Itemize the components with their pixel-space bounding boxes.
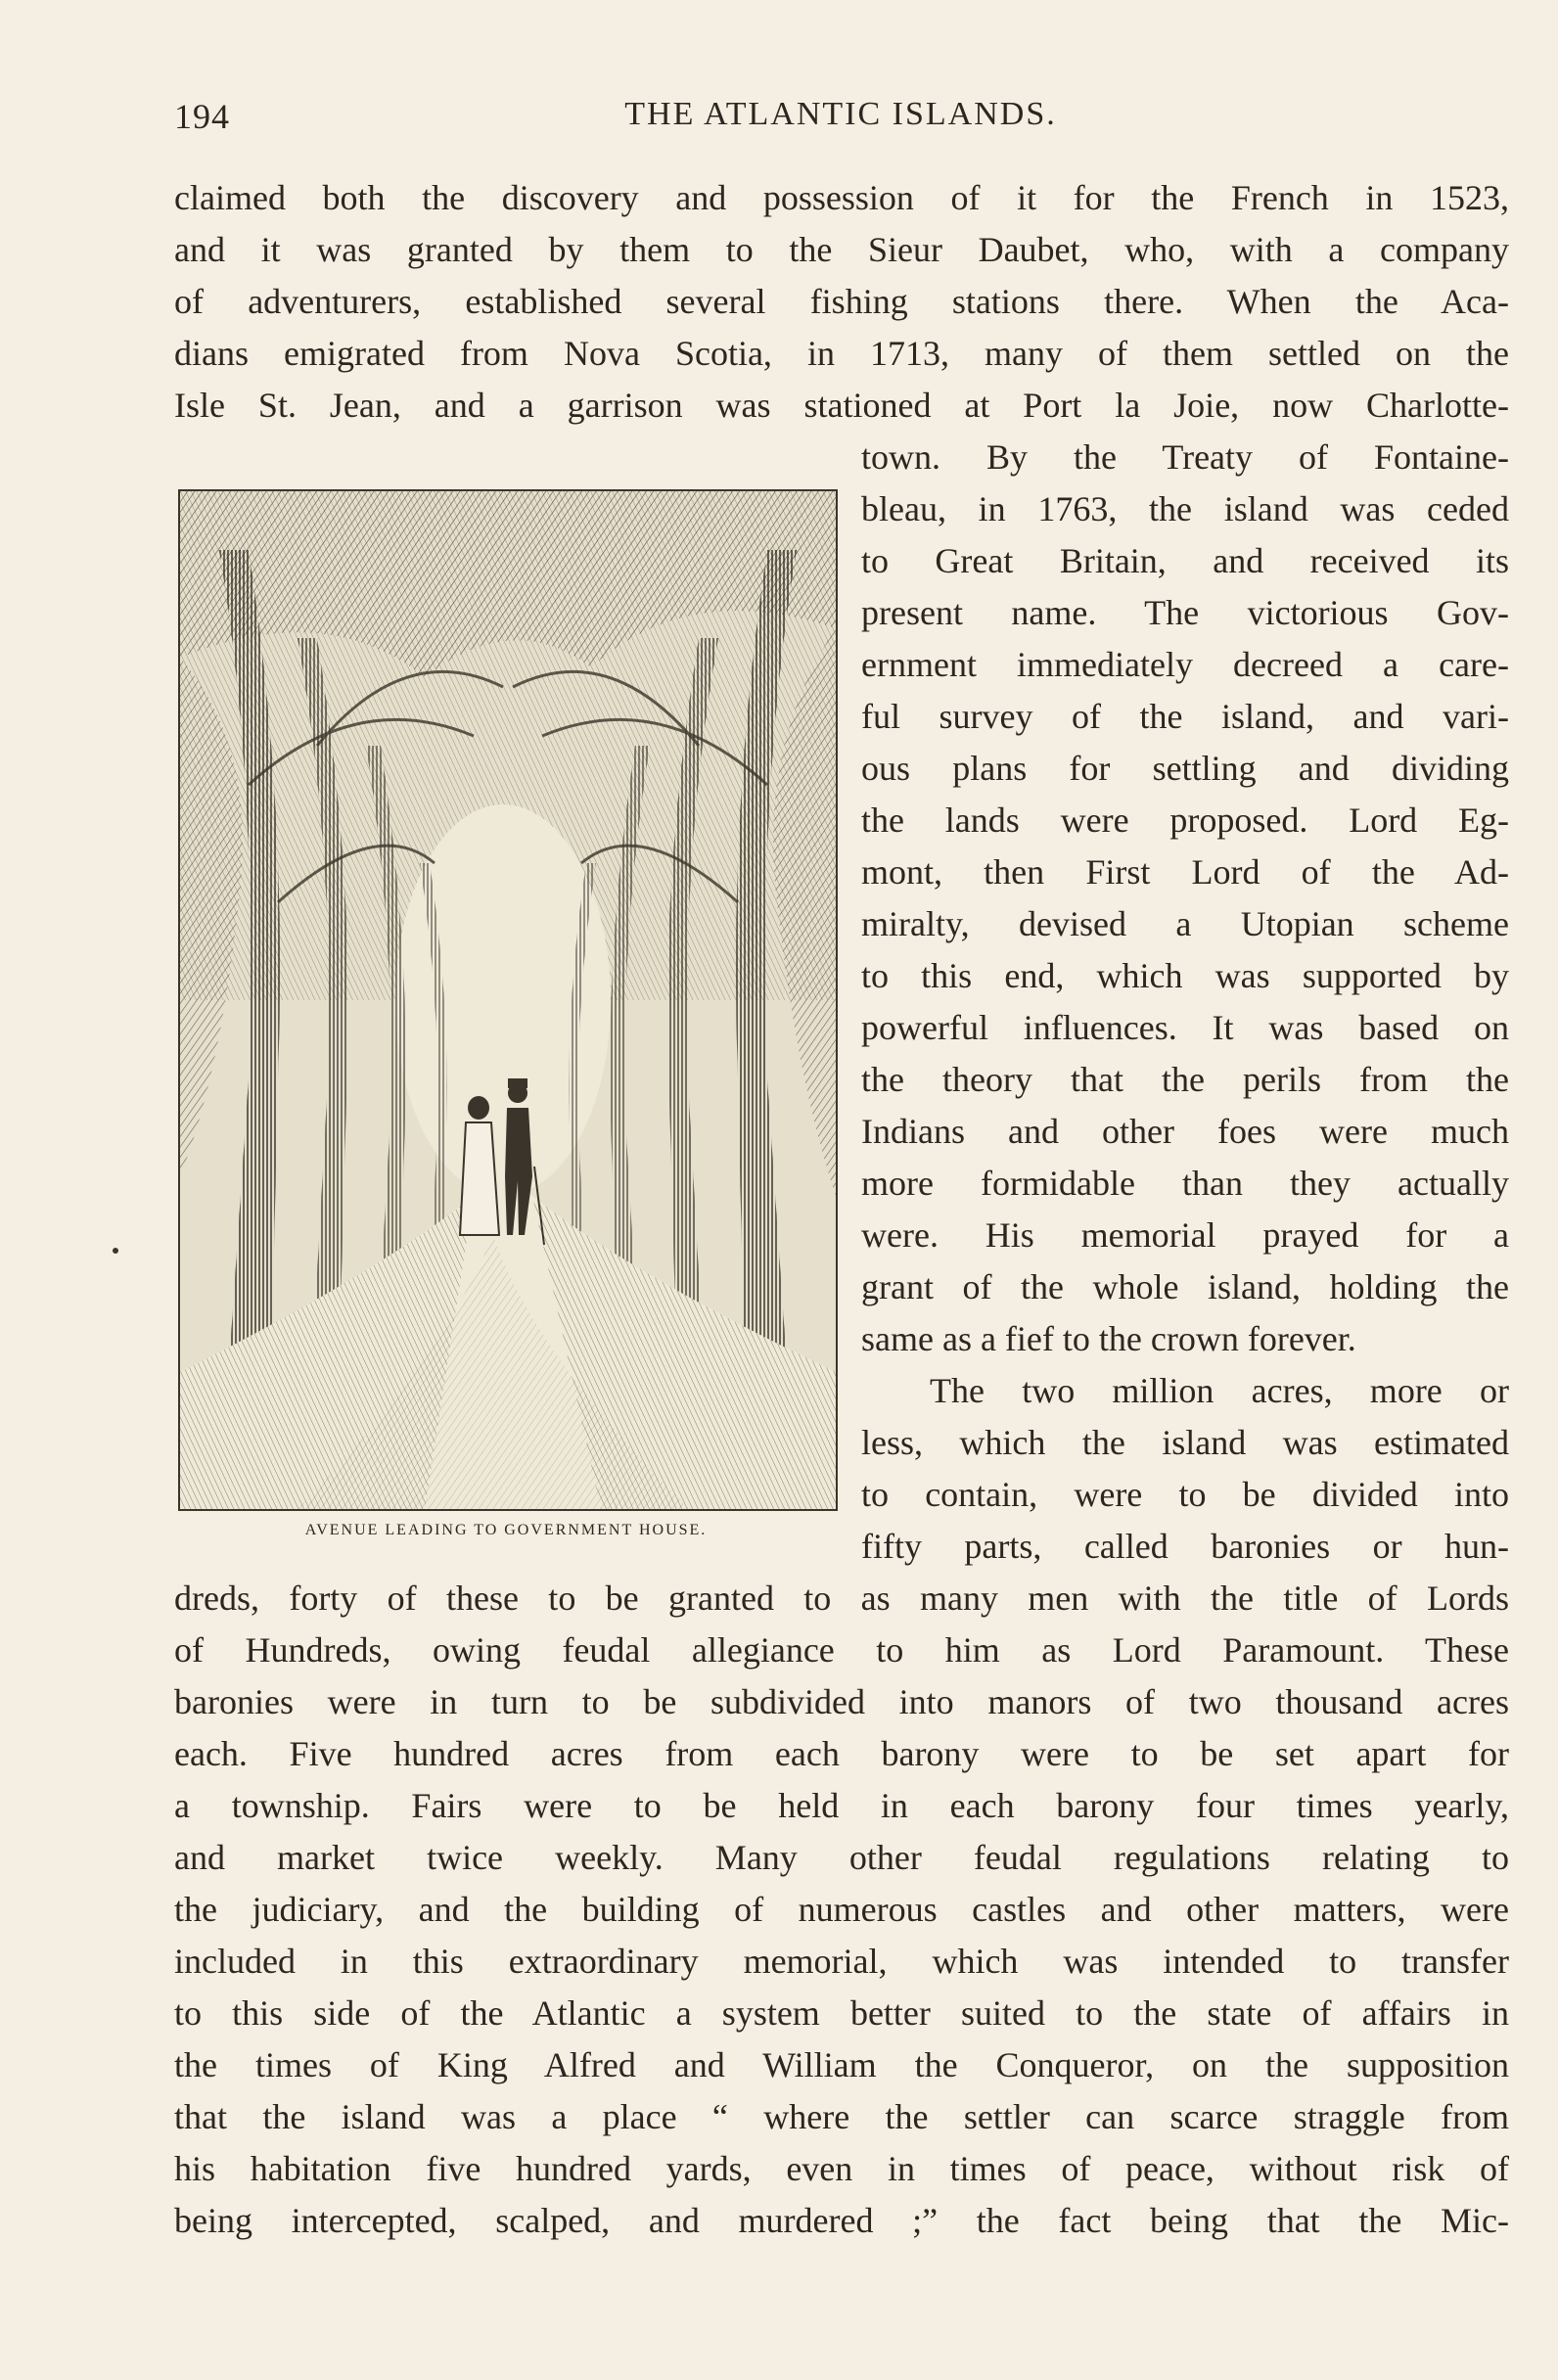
body-line: mont, then First Lord of the Ad- [861,852,1509,892]
page-header [174,96,1507,145]
body-line: to contain, were to be divided into [861,1475,1509,1514]
body-line: claimed both the discovery and possession of it for the French in 1523, [174,178,1509,217]
body-line: each. Five hundred acres from each barony were to be set apart for [174,1734,1509,1773]
body-line: to Great Britain, and received its [861,541,1509,580]
body-line: and market twice weekly. Many other feudal regulations relating to [174,1838,1509,1877]
body-line: present name. The victorious Gov- [861,593,1509,632]
body-line: grant of the whole island, holding the [861,1267,1509,1306]
body-line: and it was granted by them to the Sieur Daubet, who, with a company [174,230,1509,269]
body-line: included in this extraordinary memorial, which was intended to transfer [174,1942,1509,1981]
body-line: dians emigrated from Nova Scotia, in 1713, many of them settled on the [174,334,1509,373]
figure-caption: AVENUE LEADING TO GOVERNMENT HOUSE. [304,1522,708,1538]
body-line: ernment immediately decreed a care- [861,645,1509,684]
body-line: more formidable than they actually [861,1164,1509,1203]
body-line: Indians and other foes were much [861,1112,1509,1151]
page-number: 194 [174,97,230,136]
body-line: Isle St. Jean, and a garrison was stationed at Port la Joie, now Charlotte- [174,386,1509,425]
body-line: ous plans for settling and dividing [861,749,1509,788]
body-line: to this side of the Atlantic a system better suited to the state of affairs in [174,1993,1509,2033]
paragraph-start-line: The two million acres, more or [930,1371,1509,1410]
body-line: the judiciary, and the building of numerous castles and other matters, were [174,1890,1509,1929]
body-line: town. By the Treaty of Fontaine- [861,437,1509,477]
body-line: of Hundreds, owing feudal allegiance to him as Lord Paramount. These [174,1630,1509,1670]
engraving-avenue-illustration [178,489,838,1511]
body-line: a township. Fairs were to be held in each barony four times yearly, [174,1786,1509,1825]
body-line: dreds, forty of these to be granted to as many men with the title of Lords [174,1579,1509,1618]
engraving-svg [180,491,836,1509]
body-line: being intercepted, scalped, and murdered ;” the fact being that the Mic- [174,2201,1509,2240]
body-line: same as a fief to the crown forever. [861,1319,1356,1358]
body-line: his habitation five hundred yards, even in times of peace, without risk of [174,2149,1509,2188]
body-line: the theory that the perils from the [861,1060,1509,1099]
body-line: were. His memorial prayed for a [861,1215,1509,1255]
margin-mark [113,1248,118,1254]
running-title: THE ATLANTIC ISLANDS. [624,96,1057,132]
body-line: baronies were in turn to be subdivided into manors of two thousand acres [174,1682,1509,1721]
body-line: of adventurers, established several fishing stations there. When the Aca- [174,282,1509,321]
body-line: miralty, devised a Utopian scheme [861,904,1509,943]
body-line: powerful influences. It was based on [861,1008,1509,1047]
body-line: bleau, in 1763, the island was ceded [861,489,1509,528]
body-line: the times of King Alfred and William the Conqueror, on the supposition [174,2045,1509,2084]
body-line: ful survey of the island, and vari- [861,697,1509,736]
body-line: less, which the island was estimated [861,1423,1509,1462]
body-line: to this end, which was supported by [861,956,1509,995]
body-line: that the island was a place “ where the settler can scarce straggle from [174,2097,1509,2136]
body-line: fifty parts, called baronies or hun- [861,1527,1509,1566]
body-line: the lands were proposed. Lord Eg- [861,801,1509,840]
